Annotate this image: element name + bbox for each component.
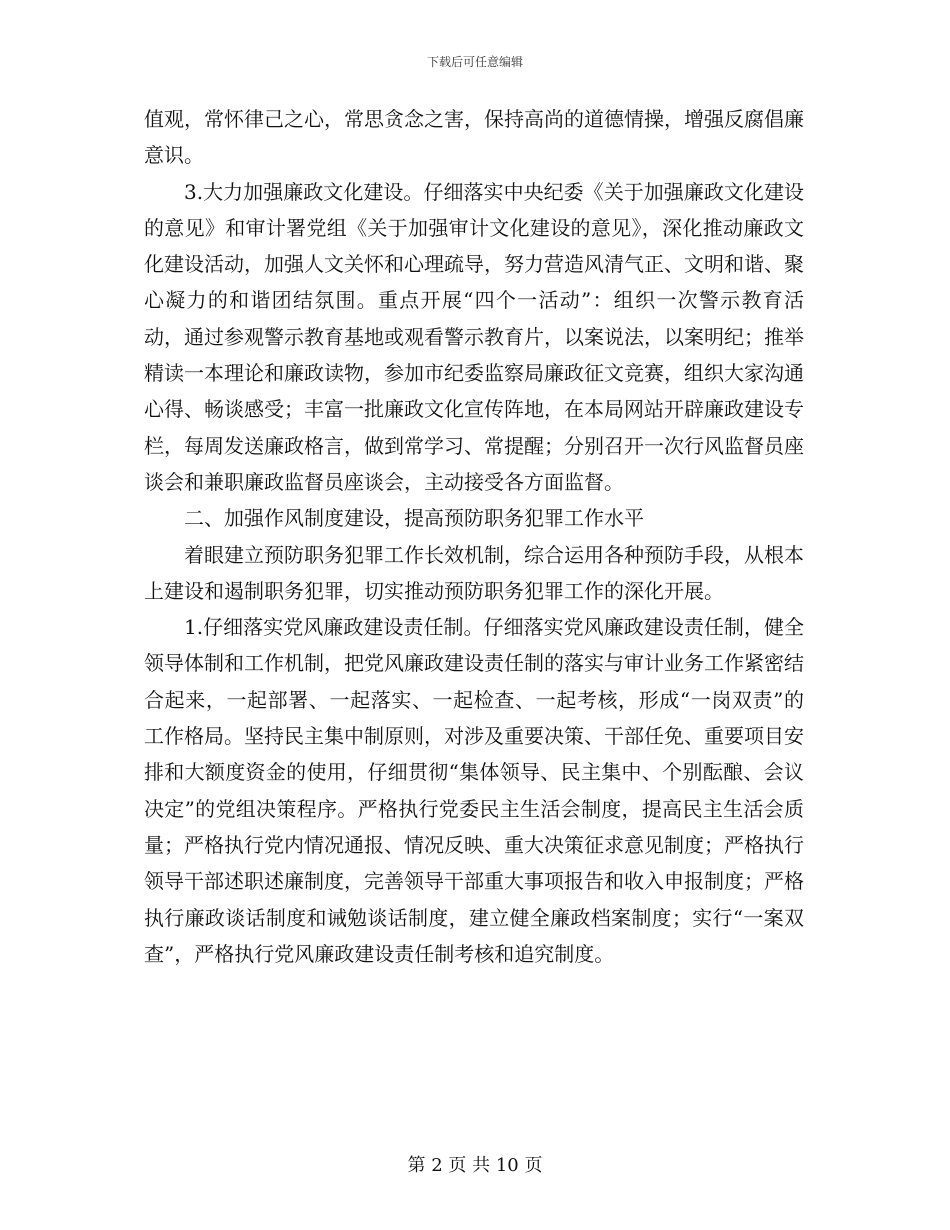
paragraph-4: 1.仔细落实党风廉政建设责任制。仔细落实党风廉政建设责任制，健全领导体制和工作机制，把党风廉政建设责任制的落实与审计业务工作紧密结合起来，一起部署、一起落实、一起检查、一起考核，形成“一岗双责”的工作格局。坚持民主集中制原则，对涉及重要决策、干部任免、重要项目安排和大额度资金的使用，仔细贯彻“集体领导、民主集中、个别酝酿、会议决定”的党组决策程序。严格执行党委民主生活会制度，提高民主生活会质量；严格执行党内情况通报、情况反映、重大决策征求意见制度；严格执行领导干部述职述廉制度，完善领导干部重大事项报告和收入申报制度；严格执行廉政谈话制度和诫勉谈话制度，建立健全廉政档案制度；实行“一案双查”，严格执行党风廉政建设责任制考核和追究制度。 bbox=[144, 615, 804, 966]
section-heading: 二、加强作风制度建设，提高预防职务犯罪工作水平 bbox=[184, 506, 644, 531]
paragraph-2: 3.大力加强廉政文化建设。仔细落实中央纪委《关于加强廉政文化建设的意见》和审计署党组《关于加强审计文化建设的意见》，深化推动廉政文化建设活动，加强人文关怀和心理疏导，努力营造风清气正、文明和谐、聚心凝力的和谐团结氛围。重点开展“四个一活动”：组织一次警示教育活动，通过参观警示教育基地或观看警示教育片，以案说法，以案明纪；推举精读一本理论和廉政读物，参加市纪委监察局廉政征文竞赛，组织大家沟通心得、畅谈感受；丰富一批廉政文化宣传阵地，在本局网站开辟廉政建设专栏，每周发送廉政格言，做到常学习、常提醒；分别召开一次行风监督员座谈会和兼职廉政监督员座谈会，主动接受各方面监督。 bbox=[144, 179, 804, 494]
page-header: 下载后可任意编辑 bbox=[426, 55, 523, 69]
paragraph-3: 着眼建立预防职务犯罪工作长效机制，综合运用各种预防手段，从根本上建设和遏制职务犯罪，切实推动预防职务犯罪工作的深化开展。 bbox=[144, 542, 804, 603]
document-body bbox=[144, 101, 804, 972]
page-number: 第 2 页 共 10 页 bbox=[407, 1155, 543, 1176]
paragraph-1: 值观，常怀律己之心，常思贪念之害，保持高尚的道德情操，增强反腐倡廉意识。 bbox=[144, 107, 804, 168]
